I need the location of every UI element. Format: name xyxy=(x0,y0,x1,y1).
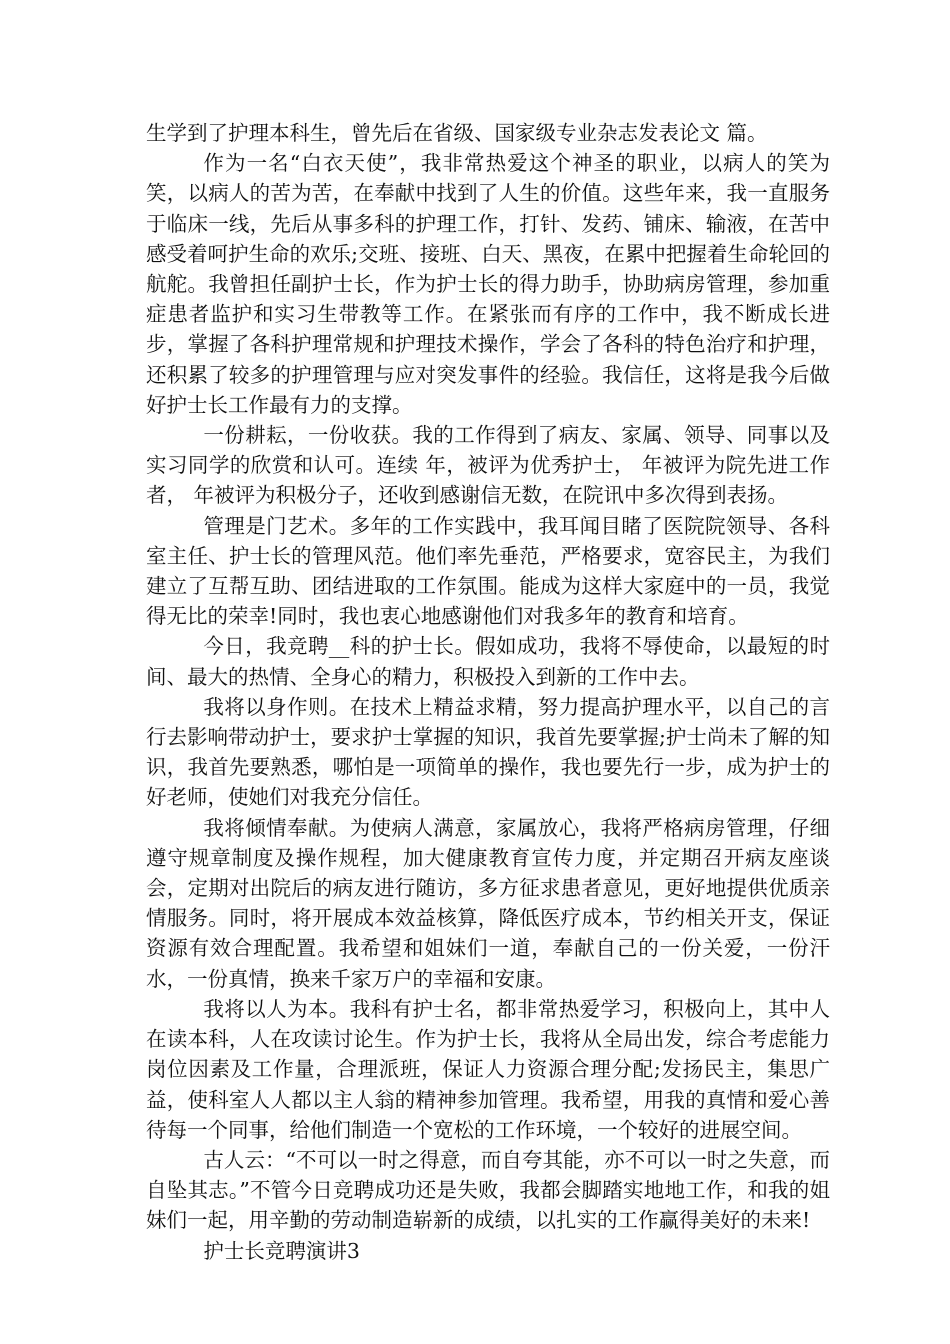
paragraph: 今日，我竞聘__科的护士长。假如成功，我将不辱使命，以最短的时间、最大的热情、全身心的精力，积极投入到新的工作中去。 xyxy=(146,634,830,689)
paragraph: 我将以人为本。我科有护士名，都非常热爱学习，积极向上，其中人在读本科，人在攻读讨论生。作为护士长，我将从全局出发，综合考虑能力岗位因素及工作量，合理派班，保证人力资源合理分配;发扬民主，集思广益，使科室人人都以主人翁的精神参加管理。我希望，用我的真情和爱心善待每一个同事，给他们制造一个宽松的工作环境，一个较好的进展空间。 xyxy=(146,996,830,1142)
paragraph: 生学到了护理本科生，曾先后在省级、国家级专业杂志发表论文 篇。 xyxy=(146,121,768,145)
paragraph: 我将倾情奉献。为使病人满意，家属放心，我将严格病房管理，仔细遵守规章制度及操作规程，加大健康教育宣传力度，并定期召开病友座谈会，定期对出院后的病友进行随访，多方征求患者意见，更好地提供优质亲情服务。同时，将开展成本效益核算，降低医疗成本，节约相关开支，保证资源有效合理配置。我希望和姐妹们一道，奉献自己的一份关爱，一份汗水，一份真情，换来千家万户的幸福和安康。 xyxy=(146,815,830,991)
paragraph: 作为一名“白衣天使”，我非常热爱这个神圣的职业，以病人的笑为笑，以病人的苦为苦，在奉献中找到了人生的价值。这些年来，我一直服务于临床一线，先后从事多科的护理工作，打针、发药、铺床、输液，在苦中感受着呵护生命的欢乐;交班、接班、白天、黑夜，在累中把握着生命轮回的航舵。我曾担任副护士长，作为护士长的得力助手，协助病房管理，参加重症患者监护和实习生带教等工作。在紧张而有序的工作中，我不断成长进步，掌握了各科护理常规和护理技术操作，学会了各科的特色治疗和护理，还积累了较多的护理管理与应对突发事件的经验。我信任，这将是我今后做好护士长工作最有力的支撑。 xyxy=(146,151,830,417)
section-heading: 护士长竞聘演讲3 xyxy=(203,1238,360,1263)
paragraph: 管理是门艺术。多年的工作实践中，我耳闻目睹了医院院领导、各科室主任、护士长的管理风范。他们率先垂范，严格要求，宽容民主，为我们建立了互帮互助、团结进取的工作氛围。能成为这样大家庭中的一员，我觉得无比的荣幸!同时，我也衷心地感谢他们对我多年的教育和培育。 xyxy=(146,513,830,629)
document-page xyxy=(146,118,830,1266)
paragraph: 我将以身作则。在技术上精益求精，努力提高护理水平，以自己的言行去影响带动护士，要求护士掌握的知识，我首先要掌握;护士尚未了解的知识，我首先要熟悉，哪怕是一项简单的操作，我也要先行一步，成为护士的好老师，使她们对我充分信任。 xyxy=(146,694,830,810)
paragraph: 古人云：“不可以一时之得意，而自夸其能，亦不可以一时之失意，而自坠其志。”不管今日竞聘成功还是失败，我都会脚踏实地地工作，和我的姐妹们一起，用辛勤的劳动制造崭新的成绩，以扎实的工作赢得美好的未来! xyxy=(146,1147,830,1233)
paragraph: 一份耕耘，一份收获。我的工作得到了病友、家属、领导、同事以及实习同学的欣赏和认可。连续 年，被评为优秀护士， 年被评为院先进工作者， 年被评为积极分子，还收到感谢信无数，在院讯中多次得到表扬。 xyxy=(146,423,830,508)
